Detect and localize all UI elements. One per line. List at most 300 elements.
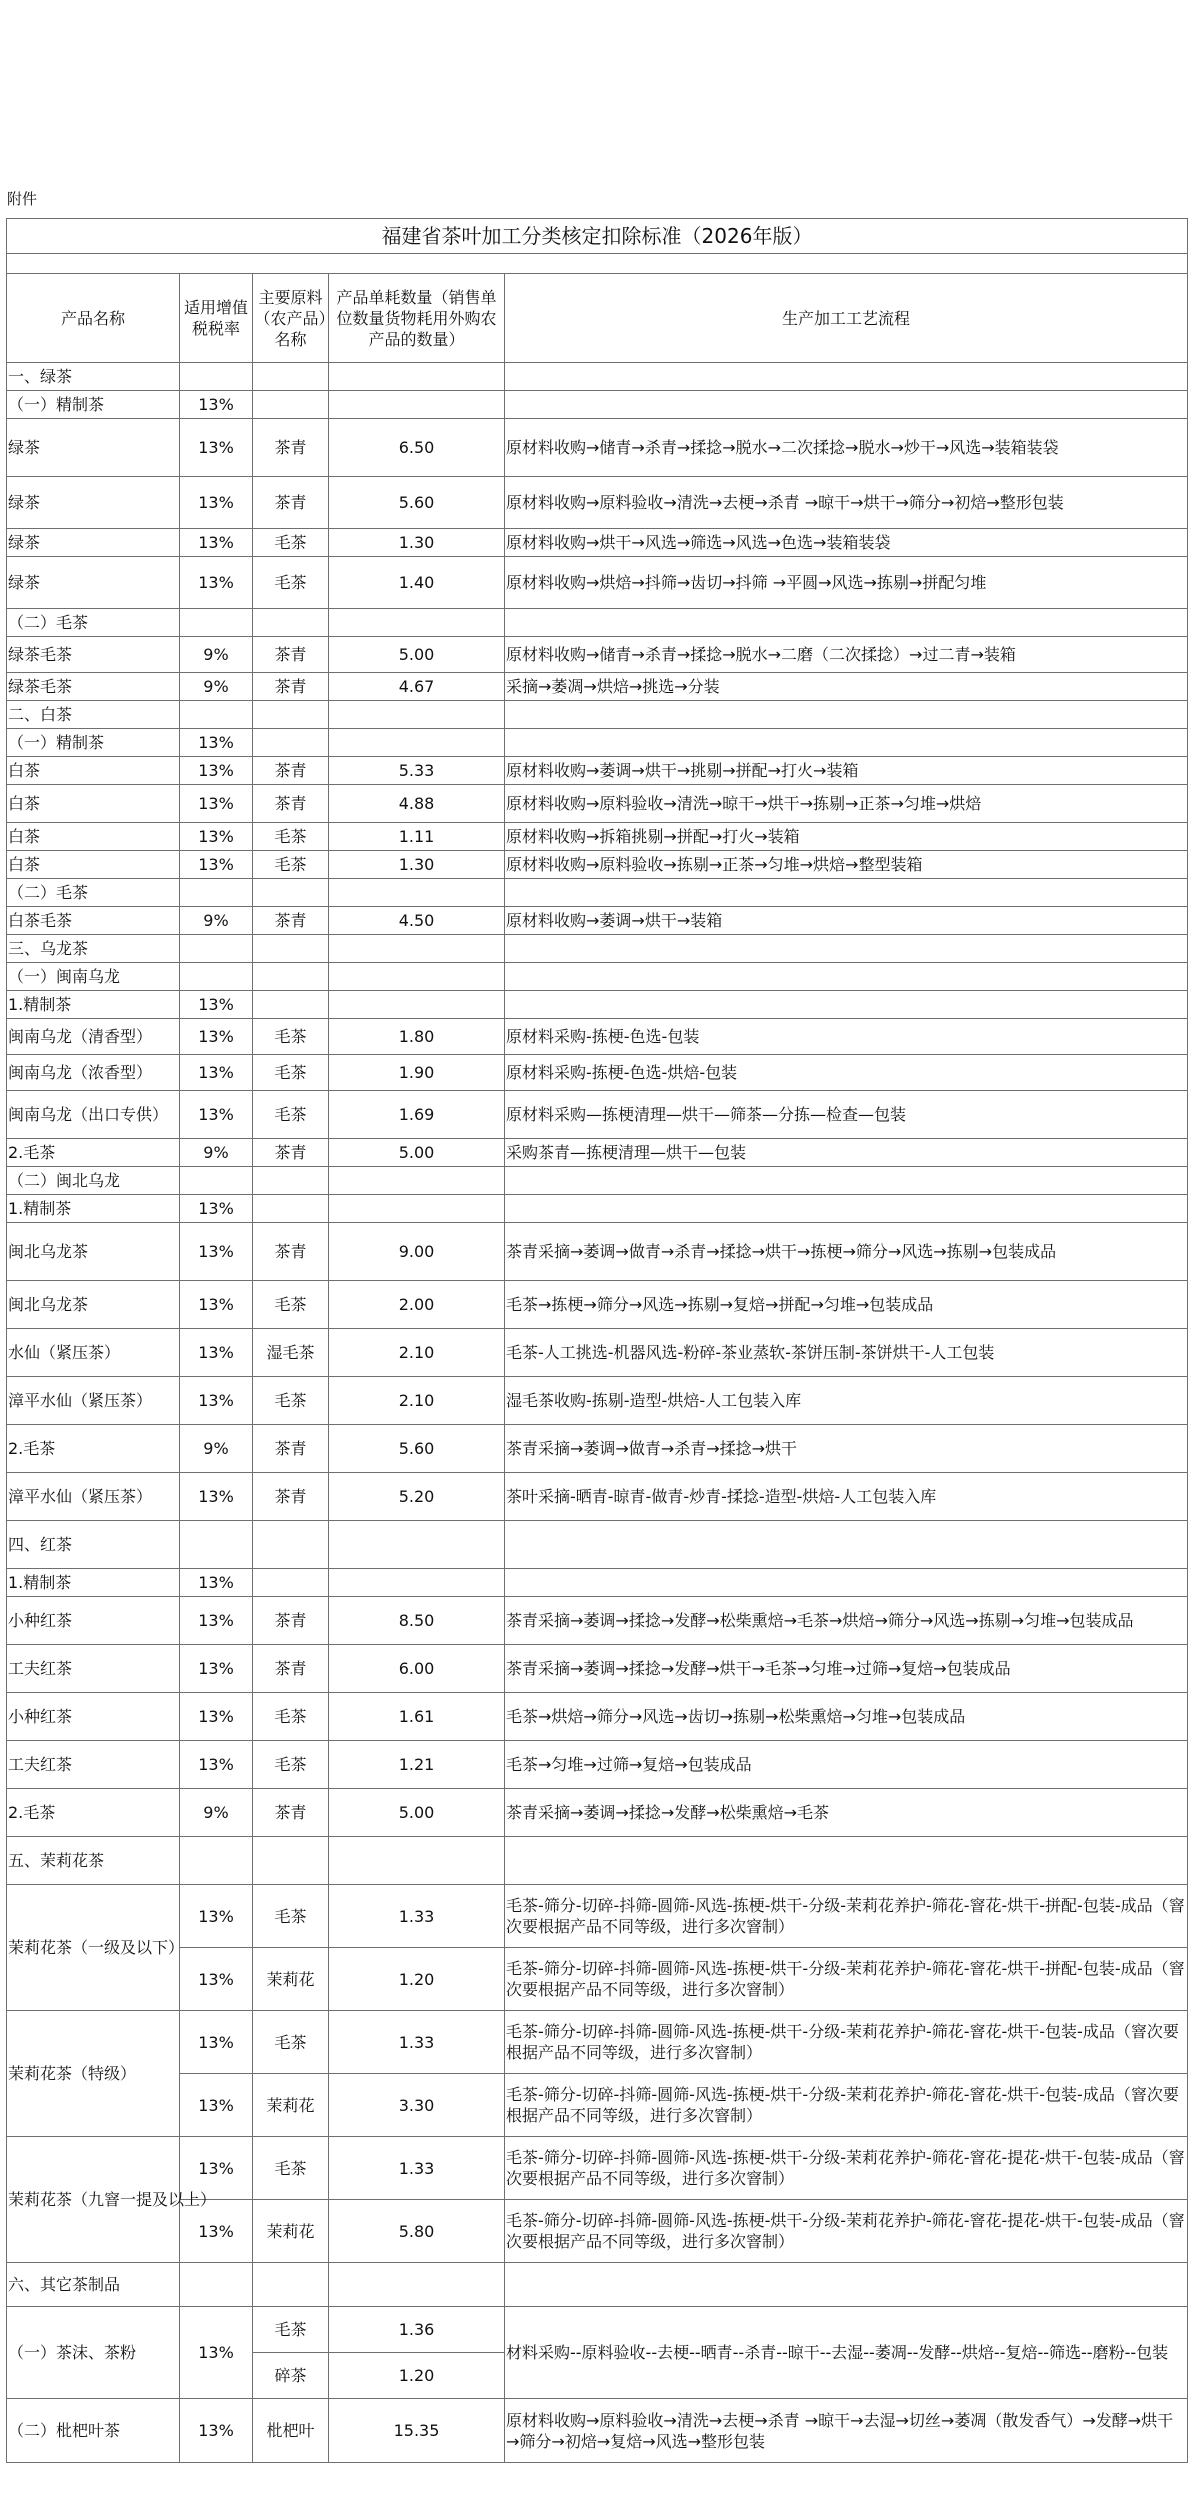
table-row xyxy=(7,701,1188,729)
standards-table xyxy=(6,218,1188,2463)
material-cell: 毛茶 xyxy=(253,1693,329,1741)
process-cell xyxy=(505,879,1188,907)
process-cell: 毛茶-筛分-切碎-抖筛-圆筛-风选-拣梗-烘干-分级-茉莉花养护-筛花-窨花-烘干-拼配-包装-成品（窨次要根据产品不同等级，进行多次窨制） xyxy=(505,1885,1188,1948)
consumption-cell: 1.30 xyxy=(329,529,505,557)
vat-rate-cell: 13% xyxy=(180,851,253,879)
vat-rate-cell: 13% xyxy=(180,1223,253,1281)
table-row xyxy=(7,1693,1188,1741)
table-row xyxy=(7,2011,1188,2074)
consumption-cell xyxy=(329,935,505,963)
consumption-cell: 1.20 xyxy=(329,2353,505,2399)
table-row xyxy=(7,963,1188,991)
table-row xyxy=(7,823,1188,851)
product-name-cell: 水仙（紧压茶） xyxy=(7,1329,180,1377)
material-cell xyxy=(253,1521,329,1569)
material-cell xyxy=(253,391,329,419)
consumption-cell: 2.10 xyxy=(329,1329,505,1377)
product-name-cell: （二）闽北乌龙 xyxy=(7,1167,180,1195)
process-cell: 原材料采购—拣梗清理—烘干—筛茶—分拣—检查—包装 xyxy=(505,1091,1188,1139)
material-cell xyxy=(253,935,329,963)
consumption-cell xyxy=(329,1837,505,1885)
material-cell: 毛茶 xyxy=(253,529,329,557)
material-cell: 毛茶 xyxy=(253,1019,329,1055)
material-cell xyxy=(253,609,329,637)
material-cell: 茉莉花 xyxy=(253,1948,329,2011)
product-name-cell: （二）枇杷叶茶 xyxy=(7,2399,180,2463)
process-cell: 茶青采摘→萎调→揉捻→发酵→松柴熏焙→毛茶 xyxy=(505,1789,1188,1837)
material-cell: 茉莉花 xyxy=(253,2200,329,2263)
vat-rate-cell: 13% xyxy=(180,1885,253,1948)
consumption-cell: 5.33 xyxy=(329,757,505,785)
material-cell: 茶青 xyxy=(253,1425,329,1473)
consumption-cell: 15.35 xyxy=(329,2399,505,2463)
material-cell: 毛茶 xyxy=(253,1091,329,1139)
material-cell: 茶青 xyxy=(253,419,329,477)
table-row xyxy=(7,1425,1188,1473)
process-cell: 茶青采摘→萎调→做青→杀青→揉捻→烘干→拣梗→筛分→风选→拣剔→包装成品 xyxy=(505,1223,1188,1281)
vat-rate-cell: 9% xyxy=(180,1139,253,1167)
consumption-cell: 1.11 xyxy=(329,823,505,851)
product-name-cell: 闽南乌龙（出口专供） xyxy=(7,1091,180,1139)
vat-rate-cell: 13% xyxy=(180,529,253,557)
vat-rate-cell: 13% xyxy=(180,2137,253,2200)
consumption-cell xyxy=(329,879,505,907)
product-name-cell: 2.毛茶 xyxy=(7,1139,180,1167)
process-cell: 毛茶-筛分-切碎-抖筛-圆筛-风选-拣梗-烘干-分级-茉莉花养护-筛花-窨花-提花-烘干-包装-成品（窨次要根据产品不同等级，进行多次窨制） xyxy=(505,2200,1188,2263)
standards-sheet xyxy=(6,218,1185,2463)
material-cell: 茶青 xyxy=(253,1223,329,1281)
table-row xyxy=(7,1645,1188,1693)
table-row xyxy=(7,2399,1188,2463)
table-row xyxy=(7,1597,1188,1645)
product-name-cell: 漳平水仙（紧压茶） xyxy=(7,1473,180,1521)
table-row xyxy=(7,609,1188,637)
vat-rate-cell: 13% xyxy=(180,1195,253,1223)
process-cell xyxy=(505,1569,1188,1597)
consumption-cell: 1.40 xyxy=(329,557,505,609)
process-cell xyxy=(505,391,1188,419)
process-cell xyxy=(505,729,1188,757)
table-row xyxy=(7,529,1188,557)
table-row xyxy=(7,1741,1188,1789)
process-cell: 原材料收购→拆箱挑剔→拼配→打火→装箱 xyxy=(505,823,1188,851)
consumption-cell: 5.00 xyxy=(329,1789,505,1837)
process-cell: 茶叶采摘-晒青-晾青-做青-炒青-揉捻-造型-烘焙-人工包装入库 xyxy=(505,1473,1188,1521)
material-cell: 湿毛茶 xyxy=(253,1329,329,1377)
process-cell: 毛茶-筛分-切碎-抖筛-圆筛-风选-拣梗-烘干-分级-茉莉花养护-筛花-窨花-提花-烘干-包装-成品（窨次要根据产品不同等级，进行多次窨制） xyxy=(505,2137,1188,2200)
material-cell xyxy=(253,1167,329,1195)
vat-rate-cell: 9% xyxy=(180,1425,253,1473)
consumption-cell xyxy=(329,1195,505,1223)
product-name-cell: （一）闽南乌龙 xyxy=(7,963,180,991)
product-name-cell: 小种红茶 xyxy=(7,1597,180,1645)
consumption-cell: 6.00 xyxy=(329,1645,505,1693)
material-cell: 茶青 xyxy=(253,637,329,673)
header-process: 生产加工工艺流程 xyxy=(505,274,1188,363)
material-cell xyxy=(253,1837,329,1885)
consumption-cell: 1.30 xyxy=(329,851,505,879)
material-cell: 毛茶 xyxy=(253,1055,329,1091)
product-name-cell: 闽南乌龙（浓香型） xyxy=(7,1055,180,1091)
header-consumption: 产品单耗数量（销售单位数量货物耗用外购农产品的数量） xyxy=(329,274,505,363)
consumption-cell: 2.00 xyxy=(329,1281,505,1329)
consumption-cell: 1.90 xyxy=(329,1055,505,1091)
table-row xyxy=(7,1055,1188,1091)
product-name-cell: 工夫红茶 xyxy=(7,1741,180,1789)
table-row xyxy=(7,637,1188,673)
process-cell xyxy=(505,2263,1188,2307)
table-row xyxy=(7,2307,1188,2353)
table-row xyxy=(7,1521,1188,1569)
product-name-cell: 绿茶毛茶 xyxy=(7,673,180,701)
product-name-cell: 四、红茶 xyxy=(7,1521,180,1569)
vat-rate-cell: 13% xyxy=(180,2011,253,2074)
product-name-cell: 白茶 xyxy=(7,823,180,851)
material-cell: 茶青 xyxy=(253,1597,329,1645)
product-name-cell: （一）茶沫、茶粉 xyxy=(7,2307,180,2399)
material-cell xyxy=(253,363,329,391)
table-row xyxy=(7,1473,1188,1521)
process-cell: 茶青采摘→萎调→揉捻→发酵→烘干→毛茶→匀堆→过筛→复焙→包装成品 xyxy=(505,1645,1188,1693)
vat-rate-cell: 13% xyxy=(180,1281,253,1329)
consumption-cell: 6.50 xyxy=(329,419,505,477)
vat-rate-cell: 13% xyxy=(180,729,253,757)
process-cell xyxy=(505,1521,1188,1569)
table-row xyxy=(7,1223,1188,1281)
vat-rate-cell xyxy=(180,701,253,729)
header-material: 主要原料（农产品）名称 xyxy=(253,274,329,363)
product-name-cell: 绿茶 xyxy=(7,529,180,557)
vat-rate-cell: 13% xyxy=(180,785,253,823)
table-row xyxy=(7,673,1188,701)
product-name-cell: 二、白茶 xyxy=(7,701,180,729)
material-cell: 毛茶 xyxy=(253,1885,329,1948)
header-product-name: 产品名称 xyxy=(7,274,180,363)
consumption-cell: 5.60 xyxy=(329,1425,505,1473)
vat-rate-cell xyxy=(180,363,253,391)
table-row xyxy=(7,935,1188,963)
vat-rate-cell: 13% xyxy=(180,1948,253,2011)
table-row xyxy=(7,1195,1188,1223)
material-cell: 毛茶 xyxy=(253,851,329,879)
product-name-cell: 白茶 xyxy=(7,851,180,879)
product-name-cell: 1.精制茶 xyxy=(7,1195,180,1223)
material-cell: 毛茶 xyxy=(253,2307,329,2353)
vat-rate-cell: 13% xyxy=(180,1473,253,1521)
table-row xyxy=(7,2137,1188,2200)
product-name-cell: 五、茉莉花茶 xyxy=(7,1837,180,1885)
table-row xyxy=(7,1281,1188,1329)
material-cell: 毛茶 xyxy=(253,823,329,851)
consumption-cell: 5.20 xyxy=(329,1473,505,1521)
product-name-cell: 闽南乌龙（清香型） xyxy=(7,1019,180,1055)
material-cell xyxy=(253,701,329,729)
table-row xyxy=(7,729,1188,757)
table-row xyxy=(7,1569,1188,1597)
material-cell: 毛茶 xyxy=(253,1741,329,1789)
process-cell: 采购茶青—拣梗清理—烘干—包装 xyxy=(505,1139,1188,1167)
table-row xyxy=(7,879,1188,907)
consumption-cell xyxy=(329,1521,505,1569)
consumption-cell: 1.80 xyxy=(329,1019,505,1055)
material-cell xyxy=(253,879,329,907)
table-row xyxy=(7,1139,1188,1167)
table-row xyxy=(7,1885,1188,1948)
consumption-cell xyxy=(329,729,505,757)
process-cell xyxy=(505,701,1188,729)
consumption-cell: 5.00 xyxy=(329,1139,505,1167)
product-name-cell: 闽北乌龙茶 xyxy=(7,1223,180,1281)
consumption-cell xyxy=(329,363,505,391)
process-cell: 毛茶-人工挑选-机器风选-粉碎-茶业蒸软-茶饼压制-茶饼烘干-人工包装 xyxy=(505,1329,1188,1377)
process-cell: 原材料采购-拣梗-色选-包装 xyxy=(505,1019,1188,1055)
table-row xyxy=(7,2263,1188,2307)
consumption-cell: 3.30 xyxy=(329,2074,505,2137)
table-row xyxy=(7,419,1188,477)
table-row xyxy=(7,785,1188,823)
product-name-cell: （二）毛茶 xyxy=(7,609,180,637)
process-cell xyxy=(505,1167,1188,1195)
table-row xyxy=(7,757,1188,785)
consumption-cell: 1.33 xyxy=(329,1885,505,1948)
product-name-cell: 一、绿茶 xyxy=(7,363,180,391)
product-name-cell: 绿茶 xyxy=(7,419,180,477)
process-cell: 原材料收购→原料验收→清洗→晾干→烘干→拣剔→正茶→匀堆→烘焙 xyxy=(505,785,1188,823)
product-name-cell: （二）毛茶 xyxy=(7,879,180,907)
vat-rate-cell: 13% xyxy=(180,1377,253,1425)
consumption-cell: 4.88 xyxy=(329,785,505,823)
process-cell: 原材料收购→储青→杀青→揉捻→脱水→二次揉捻→脱水→炒干→风选→装箱装袋 xyxy=(505,419,1188,477)
process-cell: 原材料收购→原料验收→清洗→去梗→杀青 →晾干→去湿→切丝→萎凋（散发香气）→发酵→烘干→筛分→初焙→复焙→风选→整形包装 xyxy=(505,2399,1188,2463)
vat-rate-cell: 13% xyxy=(180,1019,253,1055)
product-name-cell: 2.毛茶 xyxy=(7,1425,180,1473)
product-name-cell: （一）精制茶 xyxy=(7,391,180,419)
table-row xyxy=(7,1167,1188,1195)
material-cell: 茉莉花 xyxy=(253,2074,329,2137)
product-name-cell: 三、乌龙茶 xyxy=(7,935,180,963)
process-cell: 湿毛茶收购-拣剔-造型-烘焙-人工包装入库 xyxy=(505,1377,1188,1425)
consumption-cell xyxy=(329,1167,505,1195)
vat-rate-cell xyxy=(180,2263,253,2307)
material-cell xyxy=(253,729,329,757)
table-row xyxy=(7,363,1188,391)
material-cell: 茶青 xyxy=(253,757,329,785)
attachment-label: 附件 xyxy=(7,190,38,208)
product-name-cell: 绿茶 xyxy=(7,477,180,529)
table-row xyxy=(7,1377,1188,1425)
process-cell: 毛茶-筛分-切碎-抖筛-圆筛-风选-拣梗-烘干-分级-茉莉花养护-筛花-窨花-烘干-拼配-包装-成品（窨次要根据产品不同等级，进行多次窨制） xyxy=(505,1948,1188,2011)
vat-rate-cell: 13% xyxy=(180,1597,253,1645)
table-title: 福建省茶叶加工分类核定扣除标准（2026年版） xyxy=(7,219,1188,254)
material-cell xyxy=(253,1569,329,1597)
process-cell: 毛茶→烘焙→筛分→风选→齿切→拣剔→松柴熏焙→匀堆→包装成品 xyxy=(505,1693,1188,1741)
material-cell xyxy=(253,991,329,1019)
table-row xyxy=(7,991,1188,1019)
vat-rate-cell: 13% xyxy=(180,823,253,851)
material-cell xyxy=(253,2263,329,2307)
product-name-cell: 绿茶毛茶 xyxy=(7,637,180,673)
vat-rate-cell: 13% xyxy=(180,557,253,609)
vat-rate-cell: 9% xyxy=(180,1789,253,1837)
material-cell: 茶青 xyxy=(253,1139,329,1167)
product-name-cell: 茉莉花茶（一级及以下） xyxy=(7,1885,180,2011)
material-cell: 毛茶 xyxy=(253,2137,329,2200)
process-cell xyxy=(505,1195,1188,1223)
process-cell: 原材料收购→萎调→烘干→装箱 xyxy=(505,907,1188,935)
material-cell: 毛茶 xyxy=(253,1377,329,1425)
material-cell xyxy=(253,1195,329,1223)
process-cell: 采摘→萎凋→烘焙→挑选→分装 xyxy=(505,673,1188,701)
consumption-cell: 1.61 xyxy=(329,1693,505,1741)
material-cell: 毛茶 xyxy=(253,557,329,609)
table-row xyxy=(7,391,1188,419)
process-cell: 毛茶→匀堆→过筛→复焙→包装成品 xyxy=(505,1741,1188,1789)
consumption-cell xyxy=(329,701,505,729)
consumption-cell: 1.21 xyxy=(329,1741,505,1789)
process-cell: 茶青采摘→萎调→揉捻→发酵→松柴熏焙→毛茶→烘焙→筛分→风选→拣剔→匀堆→包装成品 xyxy=(505,1597,1188,1645)
vat-rate-cell: 13% xyxy=(180,1329,253,1377)
process-cell xyxy=(505,609,1188,637)
consumption-cell: 1.33 xyxy=(329,2137,505,2200)
vat-rate-cell: 13% xyxy=(180,1693,253,1741)
vat-rate-cell: 9% xyxy=(180,637,253,673)
process-cell: 原材料收购→萎调→烘干→挑剔→拼配→打火→装箱 xyxy=(505,757,1188,785)
vat-rate-cell xyxy=(180,1521,253,1569)
process-cell: 材料采购--原料验收--去梗--晒青--杀青--晾干--去湿--萎凋--发酵--烘焙--复焙--筛选--磨粉--包装 xyxy=(505,2307,1188,2399)
process-cell xyxy=(505,363,1188,391)
process-cell: 毛茶→拣梗→筛分→风选→拣剔→复焙→拼配→匀堆→包装成品 xyxy=(505,1281,1188,1329)
vat-rate-cell: 13% xyxy=(180,391,253,419)
material-cell: 茶青 xyxy=(253,1789,329,1837)
table-row xyxy=(7,907,1188,935)
vat-rate-cell: 13% xyxy=(180,419,253,477)
product-name-cell: 茉莉花茶（九窨一提及以上） xyxy=(7,2137,180,2263)
consumption-cell xyxy=(329,1569,505,1597)
vat-rate-cell: 13% xyxy=(180,2307,253,2399)
table-row xyxy=(7,1091,1188,1139)
consumption-cell xyxy=(329,609,505,637)
vat-rate-cell: 13% xyxy=(180,1055,253,1091)
product-name-cell: 1.精制茶 xyxy=(7,1569,180,1597)
process-cell: 原材料收购→储青→杀青→揉捻→脱水→二磨（二次揉捻）→过二青→装箱 xyxy=(505,637,1188,673)
process-cell xyxy=(505,963,1188,991)
product-name-cell: 六、其它茶制品 xyxy=(7,2263,180,2307)
consumption-cell xyxy=(329,2263,505,2307)
vat-rate-cell: 13% xyxy=(180,477,253,529)
process-cell: 原材料收购→原料验收→清洗→去梗→杀青 →晾干→烘干→筛分→初焙→整形包装 xyxy=(505,477,1188,529)
vat-rate-cell xyxy=(180,1837,253,1885)
consumption-cell xyxy=(329,963,505,991)
vat-rate-cell: 9% xyxy=(180,907,253,935)
process-cell xyxy=(505,991,1188,1019)
vat-rate-cell xyxy=(180,963,253,991)
material-cell: 茶青 xyxy=(253,477,329,529)
product-name-cell: 1.精制茶 xyxy=(7,991,180,1019)
product-name-cell: 白茶 xyxy=(7,757,180,785)
vat-rate-cell: 13% xyxy=(180,991,253,1019)
process-cell: 原材料收购→烘焙→抖筛→齿切→抖筛 →平圆→风选→拣剔→拼配匀堆 xyxy=(505,557,1188,609)
vat-rate-cell: 13% xyxy=(180,1569,253,1597)
material-cell: 茶青 xyxy=(253,907,329,935)
table-row xyxy=(7,851,1188,879)
table-row xyxy=(7,1789,1188,1837)
material-cell: 茶青 xyxy=(253,1645,329,1693)
product-name-cell: 闽北乌龙茶 xyxy=(7,1281,180,1329)
material-cell: 枇杷叶 xyxy=(253,2399,329,2463)
header-row xyxy=(7,274,1188,363)
process-cell xyxy=(505,1837,1188,1885)
vat-rate-cell: 13% xyxy=(180,1645,253,1693)
table-row xyxy=(7,557,1188,609)
header-vat-rate: 适用增值税税率 xyxy=(180,274,253,363)
material-cell: 毛茶 xyxy=(253,1281,329,1329)
consumption-cell: 1.33 xyxy=(329,2011,505,2074)
product-name-cell: 茉莉花茶（特级） xyxy=(7,2011,180,2137)
product-name-cell: 白茶毛茶 xyxy=(7,907,180,935)
consumption-cell: 1.69 xyxy=(329,1091,505,1139)
table-row xyxy=(7,1329,1188,1377)
product-name-cell: 漳平水仙（紧压茶） xyxy=(7,1377,180,1425)
consumption-cell xyxy=(329,391,505,419)
vat-rate-cell: 13% xyxy=(180,1091,253,1139)
process-cell: 原材料收购→烘干→风选→筛选→风选→色选→装箱装袋 xyxy=(505,529,1188,557)
process-cell xyxy=(505,935,1188,963)
material-cell: 茶青 xyxy=(253,1473,329,1521)
consumption-cell: 4.50 xyxy=(329,907,505,935)
vat-rate-cell xyxy=(180,935,253,963)
consumption-cell: 4.67 xyxy=(329,673,505,701)
product-name-cell: （一）精制茶 xyxy=(7,729,180,757)
vat-rate-cell: 13% xyxy=(180,2200,253,2263)
consumption-cell: 5.60 xyxy=(329,477,505,529)
process-cell: 毛茶-筛分-切碎-抖筛-圆筛-风选-拣梗-烘干-分级-茉莉花养护-筛花-窨花-烘干-包装-成品（窨次要根据产品不同等级，进行多次窨制） xyxy=(505,2074,1188,2137)
vat-rate-cell xyxy=(180,1167,253,1195)
consumption-cell: 5.80 xyxy=(329,2200,505,2263)
material-cell: 茶青 xyxy=(253,785,329,823)
vat-rate-cell xyxy=(180,609,253,637)
material-cell: 碎茶 xyxy=(253,2353,329,2399)
material-cell: 茶青 xyxy=(253,673,329,701)
process-cell: 原材料收购→原料验收→拣剔→正茶→匀堆→烘焙→整型装箱 xyxy=(505,851,1188,879)
consumption-cell: 1.20 xyxy=(329,1948,505,2011)
vat-rate-cell: 13% xyxy=(180,2074,253,2137)
material-cell xyxy=(253,963,329,991)
vat-rate-cell: 13% xyxy=(180,2399,253,2463)
vat-rate-cell xyxy=(180,879,253,907)
process-cell: 毛茶-筛分-切碎-抖筛-圆筛-风选-拣梗-烘干-分级-茉莉花养护-筛花-窨花-烘干-包装-成品（窨次要根据产品不同等级，进行多次窨制） xyxy=(505,2011,1188,2074)
product-name-cell: 绿茶 xyxy=(7,557,180,609)
table-row xyxy=(7,1019,1188,1055)
vat-rate-cell: 9% xyxy=(180,673,253,701)
product-name-cell: 2.毛茶 xyxy=(7,1789,180,1837)
material-cell: 毛茶 xyxy=(253,2011,329,2074)
vat-rate-cell: 13% xyxy=(180,757,253,785)
consumption-cell: 2.10 xyxy=(329,1377,505,1425)
consumption-cell xyxy=(329,991,505,1019)
product-name-cell: 工夫红茶 xyxy=(7,1645,180,1693)
product-name-cell: 白茶 xyxy=(7,785,180,823)
table-row xyxy=(7,477,1188,529)
process-cell: 茶青采摘→萎调→做青→杀青→揉捻→烘干 xyxy=(505,1425,1188,1473)
consumption-cell: 8.50 xyxy=(329,1597,505,1645)
table-row xyxy=(7,2074,1188,2137)
product-name-cell: 小种红茶 xyxy=(7,1693,180,1741)
vat-rate-cell: 13% xyxy=(180,1741,253,1789)
table-row xyxy=(7,1837,1188,1885)
spacer-row xyxy=(7,254,1188,274)
consumption-cell: 1.36 xyxy=(329,2307,505,2353)
process-cell: 原材料采购-拣梗-色选-烘焙-包装 xyxy=(505,1055,1188,1091)
